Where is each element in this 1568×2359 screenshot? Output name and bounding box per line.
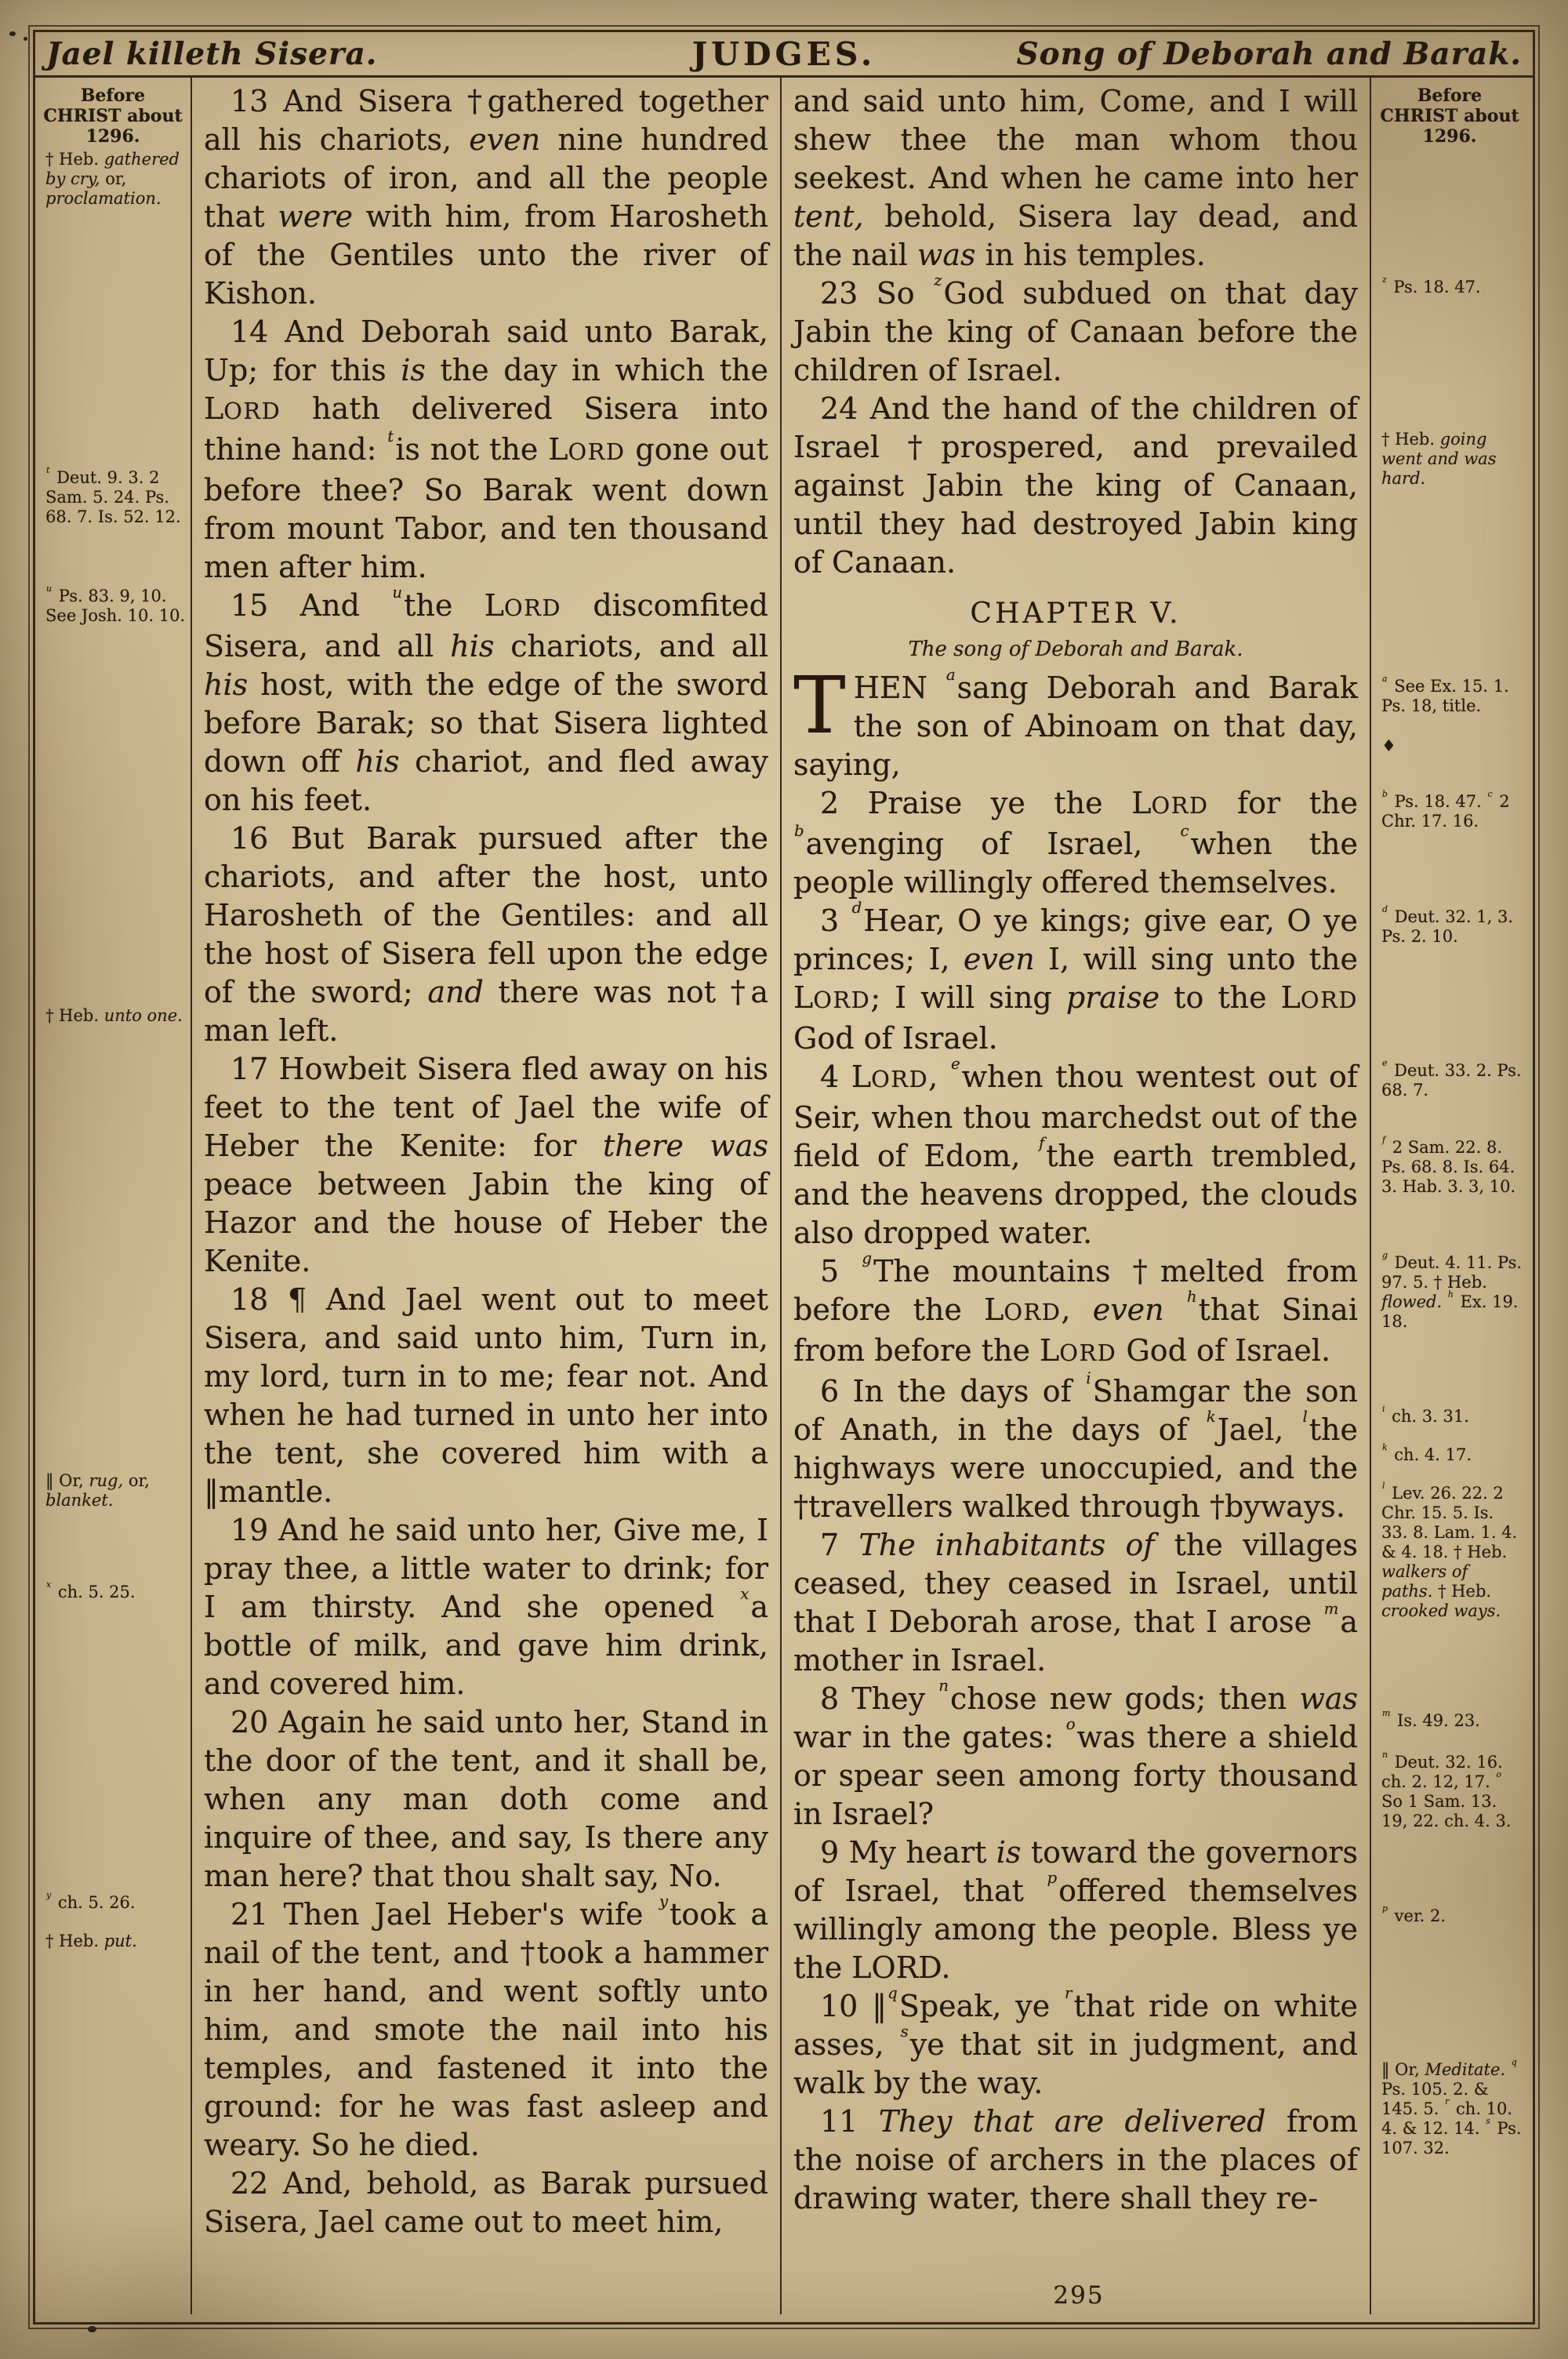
reference-letter: c — [1487, 789, 1493, 800]
margin-note: $^k$ ch. 4. 17. — [1382, 1442, 1472, 1464]
margin-note: $^p$ ver. 2. — [1382, 1903, 1446, 1925]
small-caps-lord: ORD — [813, 987, 871, 1013]
reference-letter: a — [1382, 674, 1388, 685]
reference-letter: t — [387, 427, 394, 446]
reference-letter: g — [1382, 1250, 1388, 1261]
verse: 14 And Deborah said unto Barak, Up; for this is the day in which the LORD hath delivered Sisera into thine hand: $^t$is not the LORD gone out before thee? So Barak went down from mount Tabor, and ten thousand men after him. — [204, 314, 769, 584]
reference-letter: p — [1382, 1903, 1388, 1914]
verse: 24 And the hand of the children of Israel †prospered, and prevailed against Jabin the king of Canaan, until they had destroyed Jabin king of Canaan. — [793, 391, 1358, 580]
reference-letter: c — [1180, 822, 1189, 841]
reference-letter: d — [1382, 904, 1388, 915]
reference-letter: g — [862, 1249, 873, 1268]
right-margin-notes — [1371, 78, 1528, 2314]
reference-letter: m — [1323, 1600, 1339, 1619]
drop-cap: T — [793, 660, 846, 751]
margin-note: $^a$ See Ex. 15. 1. Ps. 18, title. — [1381, 674, 1509, 715]
reference-letter: l — [1382, 1481, 1385, 1492]
verse: 5 $^g$The mountains †melted from before the LORD, even $^h$that Sinai from before the LORD God of Israel. — [793, 1249, 1358, 1368]
verse: 17 Howbeit Sisera fled away on his feet to the tent of Jael the wife of Heber the Kenite: for there was peace between Jabin the king of Hazor and the house of Heber the Kenite. — [204, 1052, 768, 1278]
margin-note: $^d$ Deut. 32. 1, 3. Ps. 2. 10. — [1381, 904, 1514, 946]
reference-letter: i — [1086, 1369, 1091, 1388]
reference-letter: o — [1496, 1769, 1502, 1780]
verse: 8 They $^n$chose new gods; then was war in the gates: $^o$was there a shield or spear seen among forty thousand in Israel? — [793, 1677, 1358, 1831]
verse: 18 ¶ And Jael went out to meet Sisera, and said unto him, Turn in, my lord, turn in to me; fear not. And when he had turned in unto her into the tent, she covered him with a ‖mantle. — [204, 1282, 768, 1509]
reference-letter: p — [1047, 1869, 1058, 1888]
chapter-subtitle: The song of Deborah and Barak. — [908, 638, 1243, 661]
left-margin-column — [35, 78, 192, 2314]
margin-note: $^y$ ch. 5. 26. — [46, 1890, 136, 1912]
margin-note: † Heb. put. — [45, 1932, 137, 1950]
ink-speck — [9, 31, 16, 36]
before-christ-heading-right: Before CHRIST about 1296. — [1380, 85, 1519, 147]
reference-letter: y — [46, 1890, 52, 1901]
reference-letter: f — [1382, 1135, 1386, 1146]
reference-letter: y — [659, 1892, 668, 1911]
verse-chapter5-1 — [793, 660, 1358, 784]
small-caps-lord: ORD — [1004, 1299, 1062, 1325]
reference-letter: f — [1038, 1134, 1045, 1153]
reference-letter: d — [851, 899, 862, 918]
verse-continuation: and said unto him, Come, and I will shew thee the man whom thou seekest. And when he came into her tent, behold, Sisera lay dead, and the nail was in his temples. — [793, 84, 1358, 272]
reference-letter: u — [46, 583, 53, 594]
reference-letter: l — [1302, 1408, 1308, 1427]
margin-note: ♦ — [1381, 736, 1396, 755]
margin-note: $^b$ Ps. 18. 47. $^c$ 2 Chr. 17. 16. — [1381, 789, 1510, 831]
reference-letter: b — [1382, 789, 1388, 800]
reference-letter: b — [794, 822, 804, 841]
reference-letter: e — [950, 1055, 960, 1074]
small-caps-lord: ORD — [223, 398, 281, 424]
verse: 10 ‖$^q$Speak, ye $^r$that ride on white asses, $^s$ye that sit in judgment, and walk by the way. — [793, 1984, 1358, 2100]
reference-letter: e — [1382, 1058, 1388, 1069]
reference-letter: s — [1486, 2116, 1490, 2127]
reference-letter: z — [934, 271, 942, 290]
right-text-column — [782, 78, 1371, 2314]
margin-note: ‖ Or, Meditate. $^q$ Ps. 105. 2. & 145. 5. $^r$ ch. 10. 4. & 12. 14. $^s$ Ps. 107. 32. — [1381, 2057, 1522, 2157]
verse: 2 Praise ye the LORD for the $^b$avenging of Israel, $^c$when the people willingly offered themselves. — [793, 786, 1359, 900]
reference-letter: n — [1382, 1750, 1388, 1761]
reference-letter: z — [1382, 274, 1387, 285]
text-columns — [35, 78, 1533, 2314]
ink-speck — [24, 37, 27, 41]
left-margin-notes — [35, 78, 191, 2314]
reference-letter: q — [1511, 2057, 1517, 2068]
reference-letter: x — [46, 1579, 52, 1590]
verse: 13 And Sisera †gathered together all his chariots, even nine hundred chariots of iron, and all the people that were with him, from Harosheth of the Gentiles unto the river of Kishon. — [204, 84, 769, 311]
verse: 15 And $^u$the LORD discomfited Sisera, and all his chariots, and all his host, with the edge of the sword before Barak; so that Sisera lighted down off his chariot, and fled away on his feet. — [204, 583, 768, 817]
chapter4-closing-verses — [793, 271, 1358, 582]
reference-letter: h — [1186, 1288, 1197, 1307]
margin-note: † Heb. gathered by cry, or, proclamation. — [45, 150, 180, 208]
reference-letter: a — [946, 666, 956, 685]
chapter-heading: CHAPTER V. — [970, 598, 1181, 630]
verse: 6 In the days of $^i$Shamgar the son of Anath, in the days of $^k$Jael, $^l$the highways were unoccupied, and the †travellers walked through †byways. — [793, 1369, 1358, 1524]
reference-letter: x — [740, 1585, 750, 1604]
chapter5-verses — [793, 784, 1358, 2218]
left-text-column — [192, 78, 782, 2314]
small-caps-lord: ORD — [871, 1066, 929, 1092]
page-frame — [33, 30, 1535, 2324]
reference-letter: i — [1382, 1404, 1385, 1415]
verse: 3 $^d$Hear, O ye kings; give ear, O ye princes; I, even I, will sing unto the LORD; I will sing praise to the LORD God of Israel. — [793, 899, 1358, 1056]
margin-note: $^f$ 2 Sam. 22. 8. Ps. 68. 8. Is. 64. 3. Hab. 3. 3, 10. — [1381, 1135, 1516, 1196]
margin-note: $^t$ Deut. 9. 3. 2 Sam. 5. 24. Ps. 68. 7. Is. 52. 12. — [45, 465, 181, 526]
verse: 21 Then Jael Heber's wife $^y$took a nail of the tent, and †took a hammer in her hand, and went softly unto him, and smote the nail into his temples, and fastened it into the ground: for he was fast asleep and weary. So he died. — [204, 1892, 768, 2162]
reference-letter: s — [900, 2023, 909, 2041]
margin-note: $^e$ Deut. 33. 2. Ps. 68. 7. — [1381, 1058, 1522, 1100]
small-caps-lord: ORD — [503, 594, 562, 621]
small-caps-lord: ORD — [1300, 987, 1358, 1013]
reference-letter: m — [1382, 1708, 1391, 1719]
running-head-right-title: Song of Deborah and Barak. — [1016, 35, 1522, 72]
margin-note: $^n$ Deut. 32. 16. ch. 2. 12, 17. $^o$ So 1 Sam. 13. 19, 22. ch. 4. 3. — [1381, 1750, 1512, 1830]
verse: 7 The inhabitants of the villages ceased, they ceased in Israel, until that I Deborah arose, that I arose $^m$a mother in Israel. — [793, 1528, 1358, 1677]
ink-speck — [88, 2326, 96, 2332]
verse: 22 And, behold, as Barak pursued Sisera, Jael came out to meet him, — [204, 2166, 768, 2239]
margin-note: $^z$ Ps. 18. 47. — [1382, 274, 1481, 296]
running-head-left-title: Jael killeth Sisera. — [46, 35, 378, 72]
reference-letter: k — [1382, 1442, 1388, 1453]
margin-note: $^i$ ch. 3. 31. — [1382, 1404, 1469, 1426]
margin-note: $^l$ Lev. 26. 22. 2 Chr. 15. 5. Is. 33. 8. Lam. 1. 4. & 4. 18. † Heb. walkers of paths. † Heb. crooked ways. — [1381, 1481, 1518, 1620]
reference-letter: n — [938, 1677, 949, 1696]
page-number: 295 — [1053, 2281, 1105, 2310]
right-margin-column — [1371, 78, 1528, 2314]
reference-letter: t — [46, 465, 50, 476]
running-head — [35, 32, 1533, 78]
margin-note: ‖ Or, rug, or, blanket. — [45, 1471, 150, 1510]
reference-letter: u — [392, 583, 403, 602]
running-head-book-title: JUDGES. — [691, 35, 877, 73]
small-caps-lord: ORD — [568, 438, 626, 465]
verse: 20 Again he said unto her, Stand in the door of the tent, and it shall be, when any man doth come and inquire of thee, and say, Is there any man here? that thou shalt say, No. — [204, 1705, 768, 1893]
verse: 23 So $^z$God subdued on that day Jabin the king of Canaan before the children of Israel. — [793, 271, 1358, 387]
verse: 9 My heart is toward the governors of Israel, that $^p$offered themselves willingly among the people. Bless ye the LORD. — [793, 1835, 1358, 1985]
margin-note: † Heb. unto one. — [45, 1006, 183, 1025]
small-caps-lord: ORD — [1059, 1339, 1117, 1366]
verse: 11 They that are delivered from the noise of archers in the places of drawing water, there shall they re- — [793, 2104, 1359, 2215]
reference-letter: q — [887, 1984, 898, 2003]
reference-letter: o — [1065, 1715, 1076, 1734]
small-caps-lord: ORD — [1151, 792, 1209, 819]
margin-note: $^m$ Is. 49. 23. — [1382, 1708, 1480, 1730]
verse: 19 And he said unto her, Give me, I pray thee, a little water to drink; for I am thirsty. And she opened $^x$a bottle of milk, and gave him drink, and covered him. — [204, 1513, 768, 1701]
before-christ-heading-left: Before CHRIST about 1296. — [43, 85, 183, 147]
reference-letter: r — [1445, 2096, 1450, 2107]
margin-note: † Heb. going went and was hard. — [1381, 430, 1497, 488]
first-verse-text: HEN $^a$sang Deborah and Barak the son of Abinoam on that day, saying, — [793, 666, 1358, 782]
reference-letter: h — [1447, 1289, 1454, 1300]
reference-letter: k — [1206, 1408, 1216, 1427]
reference-letter: r — [1065, 1984, 1073, 2003]
margin-note: $^x$ ch. 5. 25. — [46, 1579, 136, 1601]
verse: 16 But Barak pursued after the chariots, and after the host, unto Harosheth of the Gentiles: and all the host of Sisera fell upon the edge of the sword; and there was not †a man left. — [204, 821, 768, 1048]
verse: 4 LORD, $^e$when thou wentest out of Seir, when thou marchedst out of the field of Edom, $^f$the earth trembled, and the heavens dropped, the clouds also dropped water. — [793, 1055, 1358, 1250]
margin-note: $^g$ Deut. 4. 11. Ps. 97. 5. † Heb. flowed. $^h$ Ex. 19. 18. — [1381, 1250, 1523, 1331]
margin-note: $^u$ Ps. 83. 9, 10. See Josh. 10. 10. — [45, 583, 186, 625]
